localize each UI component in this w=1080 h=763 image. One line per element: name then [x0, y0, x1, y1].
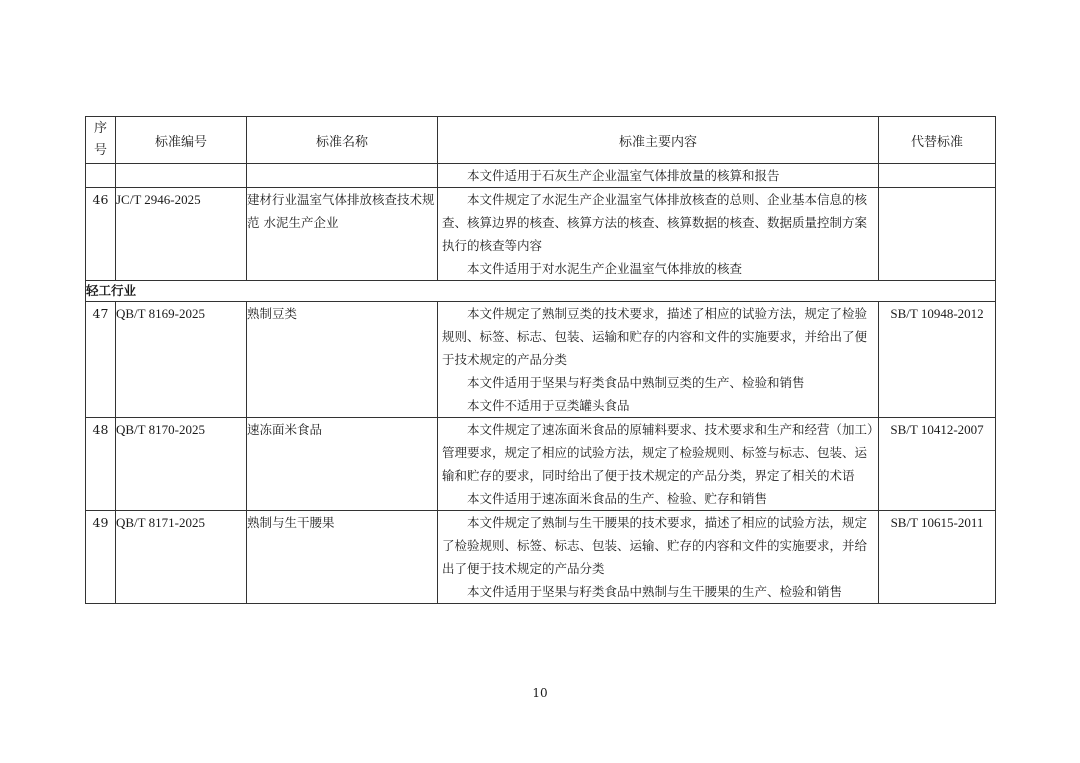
row-replace: SB/T 10948-2012: [879, 302, 996, 418]
row-name: 建材行业温室气体排放核查技术规范 水泥生产企业: [247, 188, 438, 281]
row-replace: SB/T 10615-2011: [879, 511, 996, 604]
continuation-row: [86, 164, 996, 188]
section-row: [86, 281, 996, 302]
header-name: 标准名称: [247, 117, 438, 164]
row-replace: SB/T 10412-2007: [879, 418, 996, 511]
content-paragraph: 本文件规定了水泥生产企业温室气体排放核查的总则、企业基本信息的核查、核算边界的核查、核算方法的核查、核算数据的核查、数据质量控制方案执行的核查等内容: [442, 192, 868, 253]
standards-table: [85, 116, 996, 604]
row-code: QB/T 8169-2025: [116, 302, 247, 418]
row-content: [438, 418, 879, 511]
table-row: [86, 188, 996, 281]
content-paragraph: 本文件规定了速冻面米食品的原辅料要求、技术要求和生产和经营（加工）管理要求，规定了相应的试验方法，规定了检验规则、标签与标志、包装、运输和贮存的要求，同时给出了便于技术规定的产品分类，界定了相关的术语: [442, 422, 874, 483]
row-seq: 47: [86, 302, 116, 418]
table-row: [86, 418, 996, 511]
row-code: QB/T 8171-2025: [116, 511, 247, 604]
content-paragraph: 本文件适用于对水泥生产企业温室气体排放的核查: [467, 261, 743, 276]
continuation-text: 本文件适用于石灰生产企业温室气体排放量的核算和报告: [467, 168, 780, 183]
row-content: [438, 302, 879, 418]
header-seq: 序号: [86, 117, 116, 164]
row-seq: 49: [86, 511, 116, 604]
header-replace: 代替标准: [879, 117, 996, 164]
header-content: 标准主要内容: [438, 117, 879, 164]
row-content: [438, 511, 879, 604]
section-title: 轻工行业: [86, 281, 996, 302]
content-paragraph: 本文件不适用于豆类罐头食品: [467, 398, 630, 413]
content-paragraph: 本文件适用于坚果与籽类食品中熟制与生干腰果的生产、检验和销售: [467, 584, 843, 599]
table-header-row: [86, 117, 996, 164]
table-row: [86, 511, 996, 604]
row-name: 熟制豆类: [247, 302, 438, 418]
header-code: 标准编号: [116, 117, 247, 164]
row-name: 熟制与生干腰果: [247, 511, 438, 604]
row-seq: 46: [86, 188, 116, 281]
row-code: QB/T 8170-2025: [116, 418, 247, 511]
row-name: 速冻面米食品: [247, 418, 438, 511]
row-code: JC/T 2946-2025: [116, 188, 247, 281]
table-row: [86, 302, 996, 418]
content-paragraph: 本文件规定了熟制豆类的技术要求，描述了相应的试验方法，规定了检验规则、标签、标志、包装、运输和贮存的内容和文件的实施要求，并给出了便于技术规定的产品分类: [442, 306, 868, 367]
row-seq: 48: [86, 418, 116, 511]
page-number: 10: [532, 686, 548, 700]
content-paragraph: 本文件适用于坚果与籽类食品中熟制豆类的生产、检验和销售: [467, 375, 805, 390]
content-paragraph: 本文件适用于速冻面米食品的生产、检验、贮存和销售: [467, 491, 768, 506]
row-replace: [879, 188, 996, 281]
content-paragraph: 本文件规定了熟制与生干腰果的技术要求，描述了相应的试验方法，规定了检验规则、标签、标志、包装、运输、贮存的内容和文件的实施要求，并给出了便于技术规定的产品分类: [442, 515, 868, 576]
row-content: [438, 188, 879, 281]
